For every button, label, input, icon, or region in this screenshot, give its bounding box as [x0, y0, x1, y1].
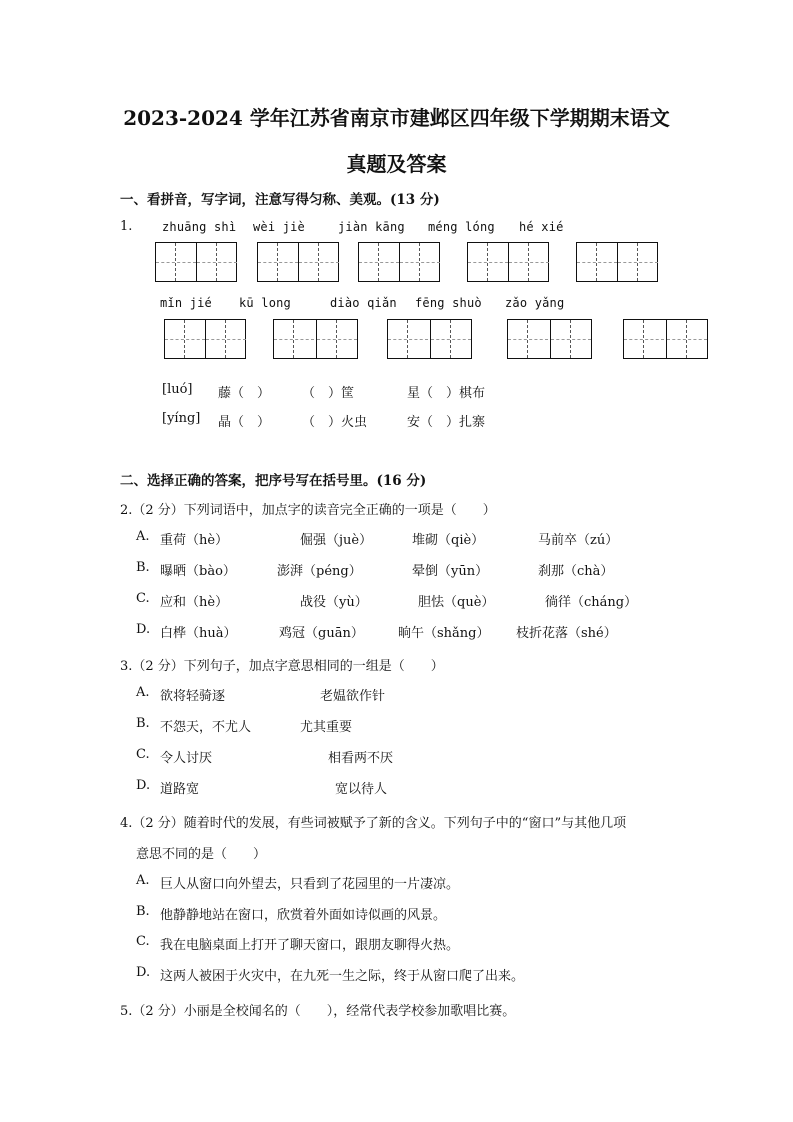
question4-stem: 4.（2 分）随着时代的发展，有些词被赋予了新的含义。下列句子中的“窗口”与其他几项	[120, 816, 627, 831]
option-item: 枝折花落（shé）	[516, 626, 617, 641]
pinyin-label: diào qiǎn	[330, 296, 397, 310]
option-label: C.	[136, 934, 150, 949]
pinyin-label: jiàn kāng	[338, 220, 405, 234]
writing-grid[interactable]	[576, 242, 658, 282]
fill-blank: （ ）火虫	[302, 415, 368, 430]
option-right: 宽以待人	[335, 782, 388, 797]
fill-blank: 安（ ）扎寨	[407, 415, 486, 430]
pinyin-label: fēng shuò	[415, 296, 482, 310]
option-item: 倔强（juè）	[300, 533, 373, 548]
option-item: 曝晒（bào）	[160, 564, 236, 579]
option-item: 应和（hè）	[160, 595, 229, 610]
option-item: 晌午（shǎng）	[398, 626, 490, 641]
question2-stem: 2.（2 分）下列词语中，加点字的读音完全正确的一项是（ ）	[120, 503, 496, 518]
option-label: A.	[136, 529, 150, 544]
option-label: B.	[136, 560, 150, 575]
page-title-line1: 2023-2024 学年江苏省南京市建邺区四年级下学期期末语文	[123, 106, 670, 130]
option-item: 马前卒（zú）	[538, 533, 619, 548]
option-label: B.	[136, 904, 150, 919]
option-label: A.	[136, 873, 150, 888]
option-label: B.	[136, 716, 150, 731]
option-label: D.	[136, 778, 151, 793]
option-left: 道路宽	[160, 782, 200, 797]
option-item: 重荷（hè）	[160, 533, 229, 548]
question1-number: 1.	[120, 219, 133, 234]
option-item: 堆砌（qiè）	[412, 533, 485, 548]
fill-blank: 星（ ）棋布	[407, 386, 486, 401]
writing-grid[interactable]	[257, 242, 339, 282]
option-left: 不怨天，不尤人	[160, 720, 252, 735]
option-item: 白桦（huà）	[160, 626, 237, 641]
writing-grid[interactable]	[273, 319, 358, 359]
page-title-line2: 真题及答案	[346, 152, 447, 176]
option-right: 相看两不厌	[328, 751, 394, 766]
pinyin-label: hé xié	[519, 220, 564, 234]
question5-stem: 5.（2 分）小丽是全校闻名的（ ），经常代表学校参加歌唱比赛。	[120, 1004, 516, 1019]
question4-stem-cont: 意思不同的是（ ）	[136, 847, 267, 862]
section2-heading: 二、选择正确的答案，把序号写在括号里。(16 分)	[120, 473, 427, 489]
option-label: A.	[136, 685, 150, 700]
option-item: 鸡冠（guān）	[279, 626, 364, 641]
pinyin-label: mǐn jié	[160, 296, 212, 310]
writing-grid[interactable]	[164, 319, 246, 359]
option-item: 澎湃（péng）	[277, 564, 362, 579]
fill-blank: （ ）筐	[302, 386, 355, 401]
option-right: 尤其重要	[300, 720, 353, 735]
writing-grid[interactable]	[155, 242, 237, 282]
option-label: D.	[136, 965, 151, 980]
writing-grid[interactable]	[507, 319, 592, 359]
pinyin-label: kū long	[239, 296, 291, 310]
section1-heading: 一、看拼音，写字词，注意写得匀称、美观。(13 分)	[120, 192, 440, 208]
writing-grid[interactable]	[623, 319, 708, 359]
pinyin-label: zǎo yǎng	[505, 296, 565, 310]
pinyin-label: méng lóng	[428, 220, 495, 234]
fill-blank: 晶（ ）	[218, 415, 271, 430]
option-text: 他静静地站在窗口，欣赏着外面如诗似画的风景。	[160, 908, 447, 923]
pinyin-label: zhuāng shì	[162, 220, 237, 234]
option-item: 胆怯（què）	[418, 595, 495, 610]
option-text: 巨人从窗口向外望去，只看到了花园里的一片凄凉。	[160, 877, 460, 892]
pinyin-label: wèi jiè	[253, 220, 305, 234]
writing-grid[interactable]	[387, 319, 472, 359]
option-item: 徜徉（cháng）	[545, 595, 638, 610]
option-label: C.	[136, 747, 150, 762]
option-item: 战役（yù）	[300, 595, 368, 610]
option-label: C.	[136, 591, 150, 606]
fill-blank: 藤（ ）	[218, 386, 271, 401]
writing-grid[interactable]	[358, 242, 440, 282]
option-left: 欲将轻骑逐	[160, 689, 226, 704]
option-text: 这两人被困于火灾中，在九死一生之际，终于从窗口爬了出来。	[160, 969, 525, 984]
polyphone-tag-ying: [yíng]	[162, 411, 201, 426]
writing-grid[interactable]	[467, 242, 549, 282]
option-text: 我在电脑桌面上打开了聊天窗口，跟朋友聊得火热。	[160, 938, 460, 953]
option-item: 刹那（chà）	[538, 564, 614, 579]
question3-stem: 3.（2 分）下列句子，加点字意思相同的一组是（ ）	[120, 659, 444, 674]
option-item: 晕倒（yūn）	[412, 564, 489, 579]
option-right: 老媪欲作针	[320, 689, 386, 704]
option-label: D.	[136, 622, 151, 637]
polyphone-tag-luo: [luó]	[162, 382, 193, 397]
option-left: 令人讨厌	[160, 751, 213, 766]
